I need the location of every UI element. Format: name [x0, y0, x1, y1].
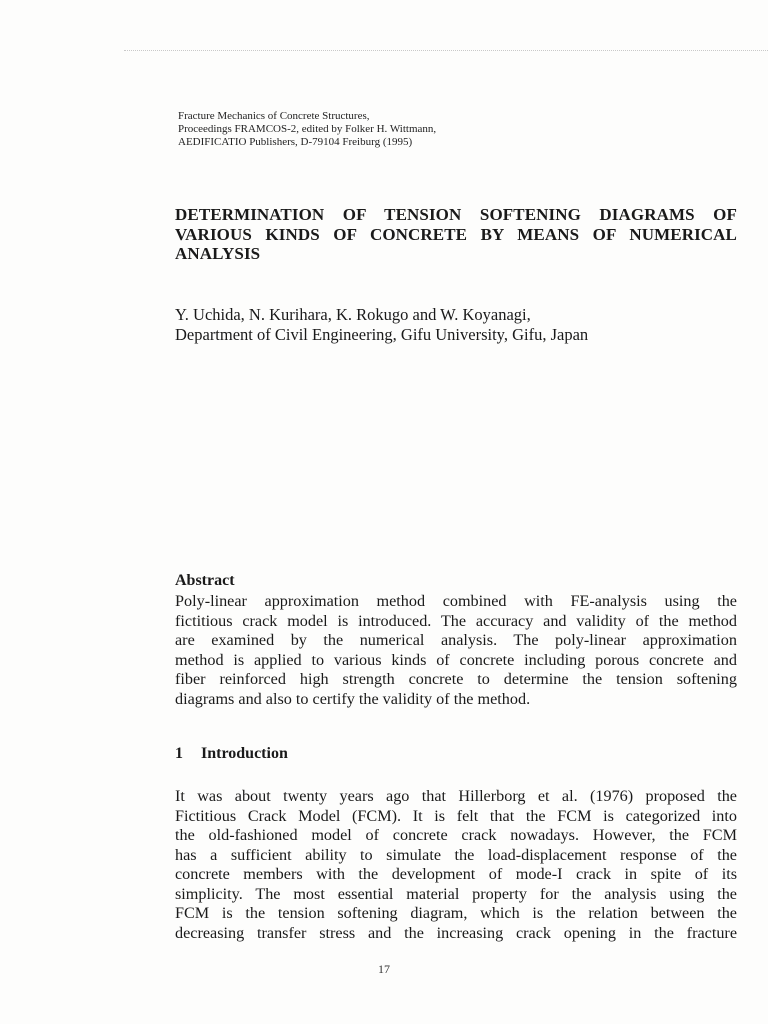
introduction-line: It was about twenty years ago that Hillerborg et al. (1976) proposed the: [175, 787, 737, 805]
publication-source: [178, 110, 578, 149]
introduction-line: concrete members with the development of mode-I crack in spite of its: [175, 865, 737, 883]
abstract-line: Poly-linear approximation method combined with FE-analysis using the: [175, 592, 737, 610]
abstract-line: fiber reinforced high strength concrete to determine the tension softening: [175, 670, 737, 688]
introduction-line: FCM is the tension softening diagram, which is the relation between the: [175, 904, 737, 922]
source-line: Fracture Mechanics of Concrete Structures,: [178, 110, 370, 122]
title-line: ANALYSIS: [175, 244, 261, 263]
introduction-heading: [175, 745, 288, 763]
title-line: VARIOUS KINDS OF CONCRETE BY MEANS OF NUMERICAL: [175, 224, 737, 244]
abstract-line: fictitious crack model is introduced. The accuracy and validity of the method: [175, 611, 737, 630]
abstract-line: diagrams and also to certify the validity of the method.: [175, 689, 531, 708]
introduction-line: the old-fashioned model of concrete crack nowadays. However, the FCM: [175, 826, 737, 844]
introduction-line: Fictitious Crack Model (FCM). It is felt that the FCM is categorized into: [175, 806, 737, 825]
title-line: DETERMINATION OF TENSION SOFTENING DIAGRAMS OF: [175, 205, 737, 224]
introduction-line: has a sufficient ability to simulate the load-displacement response of the: [175, 845, 737, 864]
author-affiliation: Department of Civil Engineering, Gifu University, Gifu, Japan: [175, 325, 589, 344]
introduction-line: simplicity. The most essential material property for the analysis using the: [175, 884, 737, 903]
scan-edge-line: [124, 50, 768, 51]
abstract-line: method is applied to various kinds of concrete including porous concrete and: [175, 650, 737, 669]
introduction-body: [175, 787, 737, 943]
abstract-heading: Abstract: [175, 572, 235, 589]
section-number: 1: [175, 745, 183, 762]
source-line: Proceedings FRAMCOS-2, edited by Folker H. Wittmann,: [178, 123, 437, 135]
introduction-line: decreasing transfer stress and the increasing crack opening in the fracture: [175, 923, 737, 942]
author-names: Y. Uchida, N. Kurihara, K. Rokugo and W. Koyanagi,: [175, 305, 531, 324]
section-title: Introduction: [201, 745, 288, 762]
abstract-line: are examined by the numerical analysis. The poly-linear approximation: [175, 631, 737, 649]
paper-title: [175, 205, 737, 264]
author-block: [175, 305, 735, 345]
source-line: AEDIFICATIO Publishers, D-79104 Freiburg (1995): [178, 136, 413, 148]
abstract-body: [175, 592, 737, 709]
page-number: 17: [378, 962, 390, 976]
